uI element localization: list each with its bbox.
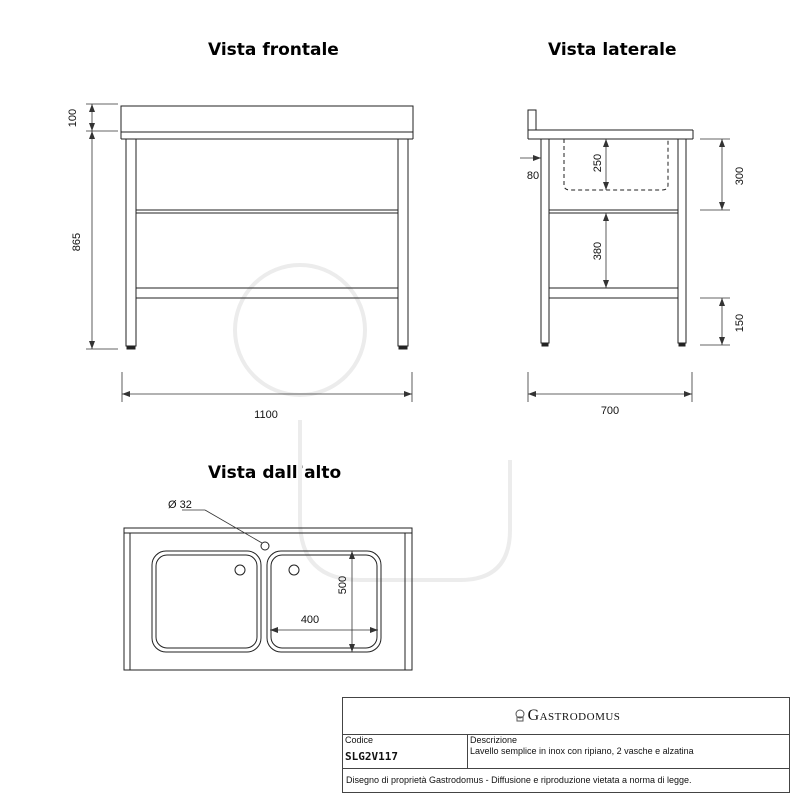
dim-top-basin-depth: 500 <box>337 575 349 595</box>
side-arrows <box>528 139 725 397</box>
front-view-title: Vista frontale <box>208 40 339 60</box>
description-value: Lavello semplice in inox con ripiano, 2 vasche e alzatina <box>470 746 694 756</box>
side-back-leg <box>678 139 686 343</box>
code-value: SLG2V117 <box>345 750 398 763</box>
chef-hat-icon <box>512 708 528 724</box>
side-view-title: Vista laterale <box>548 40 677 60</box>
copyright-notice: Disegno di proprietà Gastrodomus - Diffusione e riproduzione vietata a norma di legge. <box>346 775 692 785</box>
side-basin-dashed <box>564 139 668 190</box>
dim-front-top-height: 100 <box>67 108 79 128</box>
top-arrows <box>270 551 378 652</box>
dim-front-width: 1100 <box>254 409 278 421</box>
top-right-basin <box>267 551 381 652</box>
title-block <box>342 697 790 793</box>
description-cell <box>468 734 789 768</box>
front-view <box>121 106 413 349</box>
side-shelf <box>549 288 678 298</box>
front-arrows <box>89 104 412 397</box>
top-tap-hole <box>261 542 269 550</box>
brand-name: Gastrodomus <box>527 707 621 724</box>
dim-top-hole: Ø 32 <box>168 499 192 511</box>
dim-front-body-height: 865 <box>71 232 83 252</box>
brand-logo <box>343 698 789 735</box>
top-view-title: Vista dall’alto <box>208 463 342 483</box>
side-view <box>528 110 693 346</box>
front-backsplash <box>121 106 413 132</box>
top-right-drain <box>289 565 299 575</box>
top-left-basin <box>152 551 261 652</box>
top-view <box>124 528 412 670</box>
dim-side-overhang: 80 <box>526 170 540 182</box>
front-dimensions <box>86 104 412 402</box>
code-cell <box>343 734 468 768</box>
front-shelf <box>136 288 398 298</box>
dim-side-upper: 300 <box>734 166 746 186</box>
dim-top-basin-width: 400 <box>300 614 320 626</box>
dim-side-basin-depth: 250 <box>592 153 604 173</box>
side-dimensions <box>520 139 730 402</box>
description-label: Descrizione <box>470 735 518 745</box>
code-label: Codice <box>345 735 374 745</box>
side-front-leg <box>541 139 549 343</box>
front-left-leg <box>126 139 136 346</box>
dim-side-lower: 150 <box>734 313 746 333</box>
top-left-drain <box>235 565 245 575</box>
dim-side-depth: 700 <box>600 405 620 417</box>
front-right-leg <box>398 139 408 346</box>
dim-side-middle: 380 <box>592 241 604 261</box>
